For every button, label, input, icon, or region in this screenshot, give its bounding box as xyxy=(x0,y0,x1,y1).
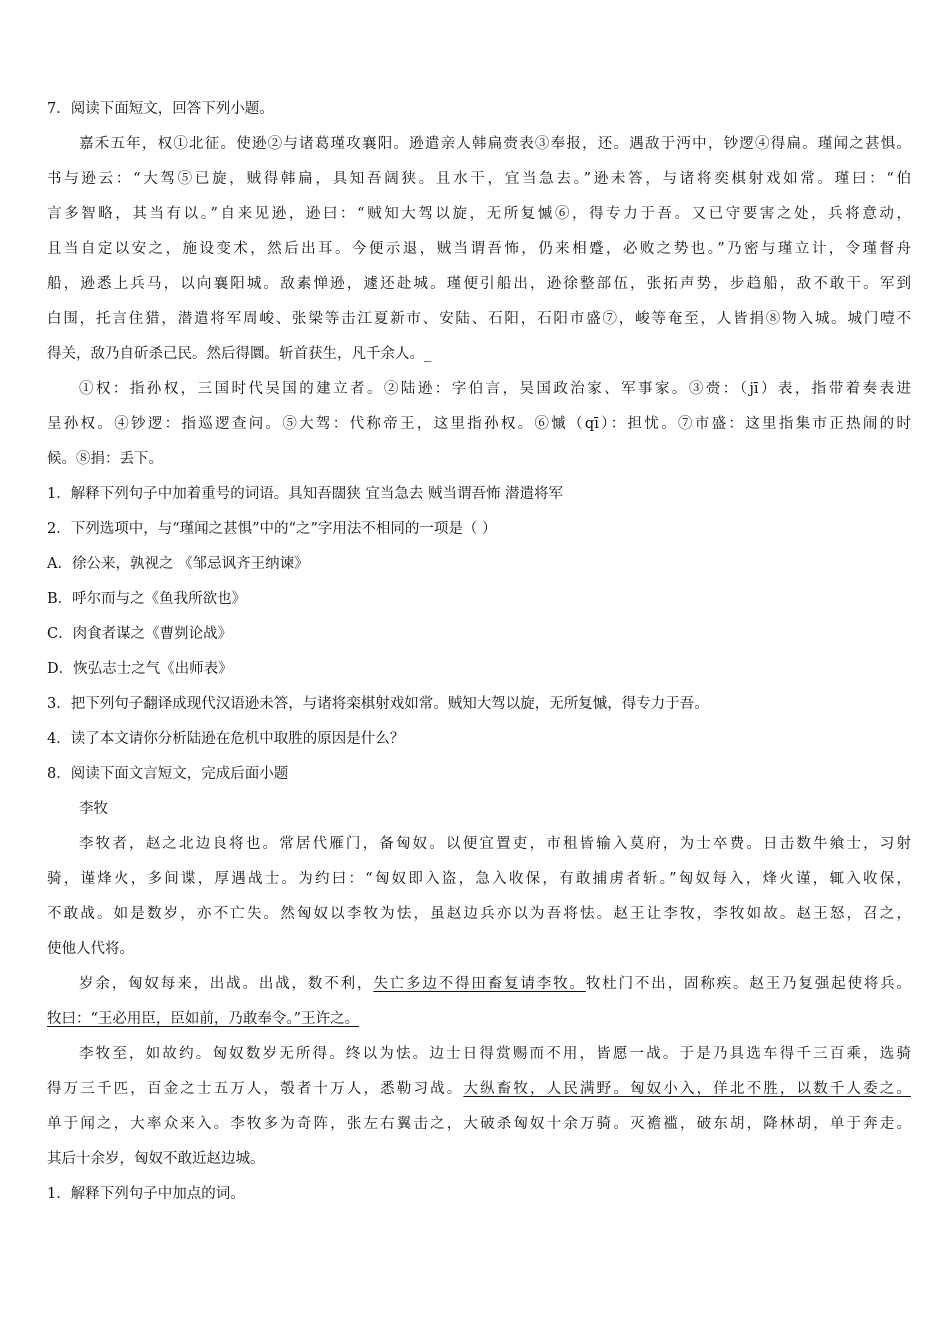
passage-line: 李牧者，赵之北边良将也。常居代雁门，备匈奴。以便宜置吏，市租皆输入莫府，为士卒费。日击数牛飨士，习射 xyxy=(79,836,911,852)
underlined-sentence: 失亡多边不得田畜复请李牧。 xyxy=(373,976,586,992)
text-span: 岁余，匈奴每来，出战。出战，数不利， xyxy=(79,976,374,992)
passage-line: 且当自定以安之，施设变术，然后出耳。今便示退，贼当谓吾怖，仍来相蹙，必败之势也。”乃密与瑾立计，令瑾督舟 xyxy=(47,241,911,257)
passage-line: 使他人代将。 xyxy=(47,941,134,957)
passage-line: 白围，托言住猎，潜遣将军周峻、张梁等击江夏新市、安陆、石阳，石阳市盛⑦，峻等奄至，人皆捐⑧物入城。城门噎不 xyxy=(47,311,911,327)
note-line: 呈孙权。④钞逻：指巡逻查问。⑤大驾：代称帝王，这里指孙权。⑥慽（qī）：担忧。⑦市盛：这里指集市正热闹的时 xyxy=(47,416,911,432)
option-a: A．徐公来，孰视之 《邹忌讽齐王纳谏》 xyxy=(47,556,309,572)
q7-questions xyxy=(47,477,911,757)
passage-line: 单于闻之，大率众来入。李牧多为奇阵，张左右翼击之，大破杀匈奴十余万骑。灭襜褴，破东胡，降林胡，单于奔走。 xyxy=(47,1116,911,1132)
passage-line: 骑，谨烽火，多间谍，厚遇战士。为约曰：“匈奴即入盗，急入收保，有敢捕虏者斩。”匈奴每入，烽火谨，辄入收保， xyxy=(47,871,911,887)
q8-title: 李牧 xyxy=(79,801,108,817)
passage-line xyxy=(47,1002,911,1037)
q8-heading: 8．阅读下面文言短文，完成后面小题 xyxy=(47,766,289,782)
passage-line: 李牧至，如故约。匈奴数岁无所得。终以为怯。边士日得赏赐而不用，皆愿一战。于是乃具选车得千三百乘，选骑 xyxy=(79,1046,911,1062)
document-page xyxy=(47,92,911,1212)
passage-line xyxy=(47,1072,911,1107)
underlined-sentence: 大纵畜牧，人民满野。匈奴小入，佯北不胜，以数千人委之。 xyxy=(463,1081,911,1097)
option-c: C．肉食者谋之《曹刿论战》 xyxy=(47,626,233,642)
text-span: 牧杜门不出，固称疾。赵王乃复强起使将兵。 xyxy=(585,976,911,992)
question-item: 4．读了本文请你分析陆逊在危机中取胜的原因是什么？ xyxy=(47,731,405,747)
question-item: 1．解释下列句子中加着重号的词语。具知吾闊狭 宜当急去 贼当谓吾怖 潜遣将军 xyxy=(47,486,564,502)
underlined-sentence: 牧曰：“王必用臣，臣如前，乃敢奉令。”王许之。 xyxy=(47,1011,360,1027)
passage-line: 得关，敌乃自斫杀己民。然后得圜。斩首获生，凡千余人。_ xyxy=(47,346,432,362)
question-item: 3．把下列句子翻译成现代汉语逊未答，与诸将栾棋射戏如常。贼知大驾以旋，无所复慽，得专力于吾。 xyxy=(47,696,709,712)
passage-line xyxy=(47,967,911,1002)
passage-line: 书与逊云：“大驾⑤已旋，贼得韩扁，具知吾阔狭。且水干，宜当急去。”逊未答，与诸将奕棋射戏如常。瑾曰：“伯 xyxy=(47,171,911,187)
question-item: 2．下列选项中，与“瑾闻之甚惧”中的“之”字用法不相同的一项是（ ） xyxy=(47,521,497,537)
q8-para2 xyxy=(47,967,911,1037)
option-b: B．呼尔而与之《鱼我所欲也》 xyxy=(47,591,247,607)
passage-line: 其后十余岁，匈奴不敢近赵边城。 xyxy=(47,1151,265,1167)
passage-line: 不敢战。如是数岁，亦不亡失。然匈奴以李牧为怯，虽赵边兵亦以为吾将怯。赵王让李牧，李牧如故。赵王怒，召之， xyxy=(47,906,911,922)
q7-heading: 7．阅读下面短文，回答下列小题。 xyxy=(47,101,274,117)
passage-line: 船，逊悉上兵马，以向襄阳城。敌素惮逊，遽还赴城。瑾便引船出，逊徐整部伍，张拓声势，步趋船，敌不敢干。军到 xyxy=(47,276,911,292)
q8-question-1: 1．解释下列句子中加点的词。 xyxy=(47,1186,245,1202)
note-line: ①权：指孙权，三国时代吴国的建立者。②陆逊：字伯言，吴国政治家、军事家。③赍：（jī）表，指带着奏表进 xyxy=(79,381,911,397)
q8-para3 xyxy=(47,1037,911,1177)
passage-line: 嘉禾五年，权①北征。使逊②与诸葛瑾攻襄阳。逊遣亲人韩扁赍表③奉报，还。遇敌于沔中，钞逻④得扁。瑾闻之甚惧。 xyxy=(79,136,911,152)
text-span: 得万三千匹，百金之士五万人，彀者十万人，悉勒习战。 xyxy=(47,1081,464,1097)
option-d: D．恢弘志士之气《出师表》 xyxy=(47,661,233,677)
passage-line: 言多智略，其当有以。”自来见逊，逊曰：“贼知大驾以旋，无所复慽⑥，得专力于吾。又已守要害之处，兵将意动， xyxy=(47,206,911,222)
q7-notes xyxy=(47,372,911,477)
note-line: 候。⑧捐：丢下。 xyxy=(47,451,163,467)
q8-para1 xyxy=(47,827,911,967)
q7-passage xyxy=(47,127,911,372)
